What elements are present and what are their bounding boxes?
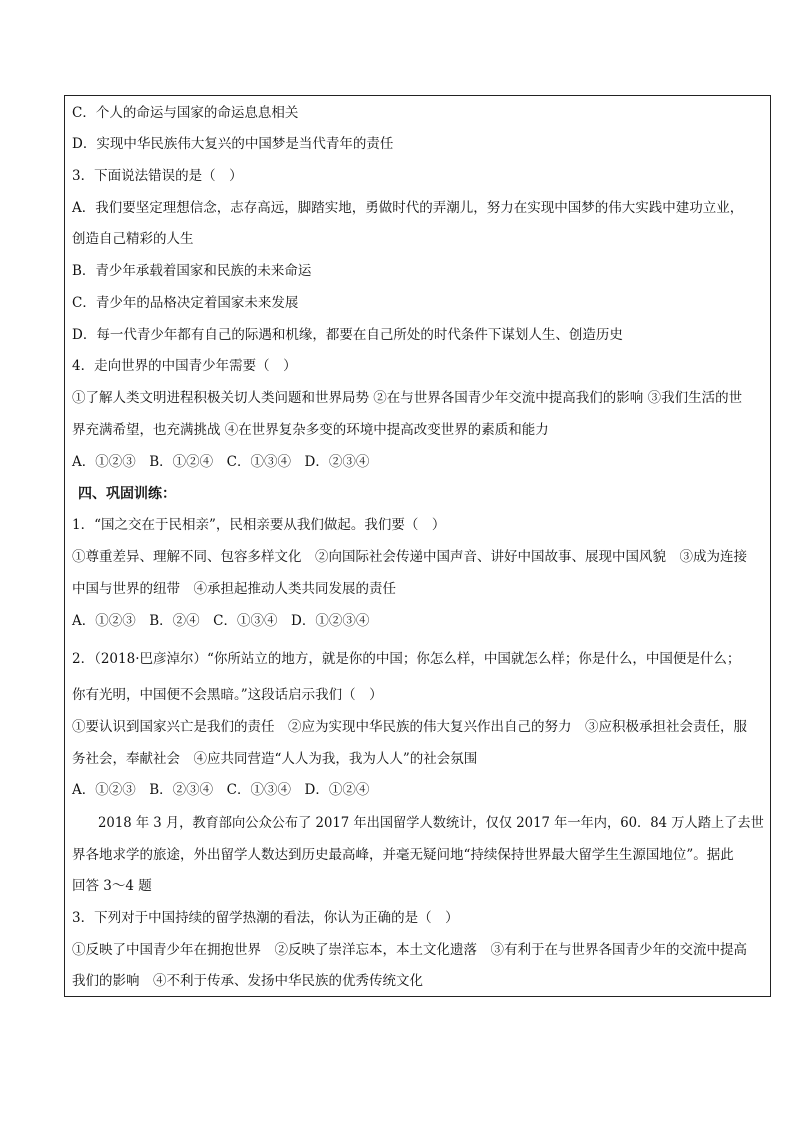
text-line: 我们的影响 ④不利于传承、发扬中华民族的优秀传统文化 [72,973,423,989]
question-3-stem: 3．下面说法错误的是（ ） [72,168,243,184]
text-line: ①了解人类文明进程积极关切人类问题和世界局势 ②在与世界各国青少年交流中提高我们的影响 ③我们生活的世 [72,390,743,406]
text-line: 你有光明，中国便不会黑暗。”这段话启示我们（ ） [72,687,383,703]
text-line: 创造自己精彩的人生 [72,231,194,247]
text-line: B．青少年承载着国家和民族的未来命运 [72,263,312,279]
answer-options: A．①②③ B．②③④ C．①③④ D．①②④ [72,782,370,798]
question-4-stem: 4．走向世界的中国青少年需要（ ） [72,358,297,374]
question-2-stem: 2．（2018·巴彦淖尔）“你所站立的地方，就是你的中国；你怎么样，中国就怎么样；你是什么，中国便是什么； [72,651,741,667]
text-line: ①要认识到国家兴亡是我们的责任 ②应为实现中华民族的伟大复兴作出自己的努力 ③应积极承担社会责任，服 [72,719,747,735]
text-line: C．个人的命运与国家的命运息息相关 [72,105,299,121]
passage-line: 界各地求学的旅途，外出留学人数达到历史最高峰，并毫无疑问地“持续保持世界最大留学生生源国地位”。据此 [72,847,734,863]
text-line: D．每一代青少年都有自己的际遇和机缘，都要在自己所处的时代条件下谋划人生、创造历史 [72,327,623,343]
question-3b-stem: 3．下列对于中国持续的留学热潮的看法，你认为正确的是（ ） [72,910,459,926]
text-line: ①尊重差异、理解不同、包容多样文化 ②向国际社会传递中国声音、讲好中国故事、展现中国风貌 ③成为连接 [72,549,747,565]
text-line: 中国与世界的纽带 ④承担起推动人类共同发展的责任 [72,581,396,597]
answer-options: A．①②③ B．②④ C．①③④ D．①②③④ [72,613,370,629]
text-line: 界充满希望，也充满挑战 ④在世界复杂多变的环境中提高改变世界的素质和能力 [72,422,549,438]
answer-options: A．①②③ B．①②④ C．①③④ D．②③④ [72,454,370,470]
text-line: C．青少年的品格决定着国家未来发展 [72,295,299,311]
question-1-stem: 1．“国之交在于民相亲”，民相亲要从我们做起。我们要（ ） [72,517,446,533]
passage-line: 回答 3～4 题 [72,878,152,894]
passage-line: 2018 年 3 月，教育部向公众公布了 2017 年出国留学人数统计，仅仅 2017 年一年内，60．84 万人踏上了去世 [98,815,764,831]
text-line: 务社会，奉献社会 ④应共同营造“人人为我，我为人人”的社会氛围 [72,751,478,767]
section-heading: 四、巩固训练： [78,486,176,502]
text-line: D．实现中华民族伟大复兴的中国梦是当代青年的责任 [72,136,394,152]
text-line: ①反映了中国青少年在拥抱世界 ②反映了崇洋忘本，本土文化遗落 ③有利于在与世界各国青少年的交流中提高 [72,942,747,958]
text-line: A．我们要坚定理想信念，志存高远，脚踏实地，勇做时代的弄潮儿，努力在实现中国梦的伟大实践中建功立业， [72,200,744,216]
